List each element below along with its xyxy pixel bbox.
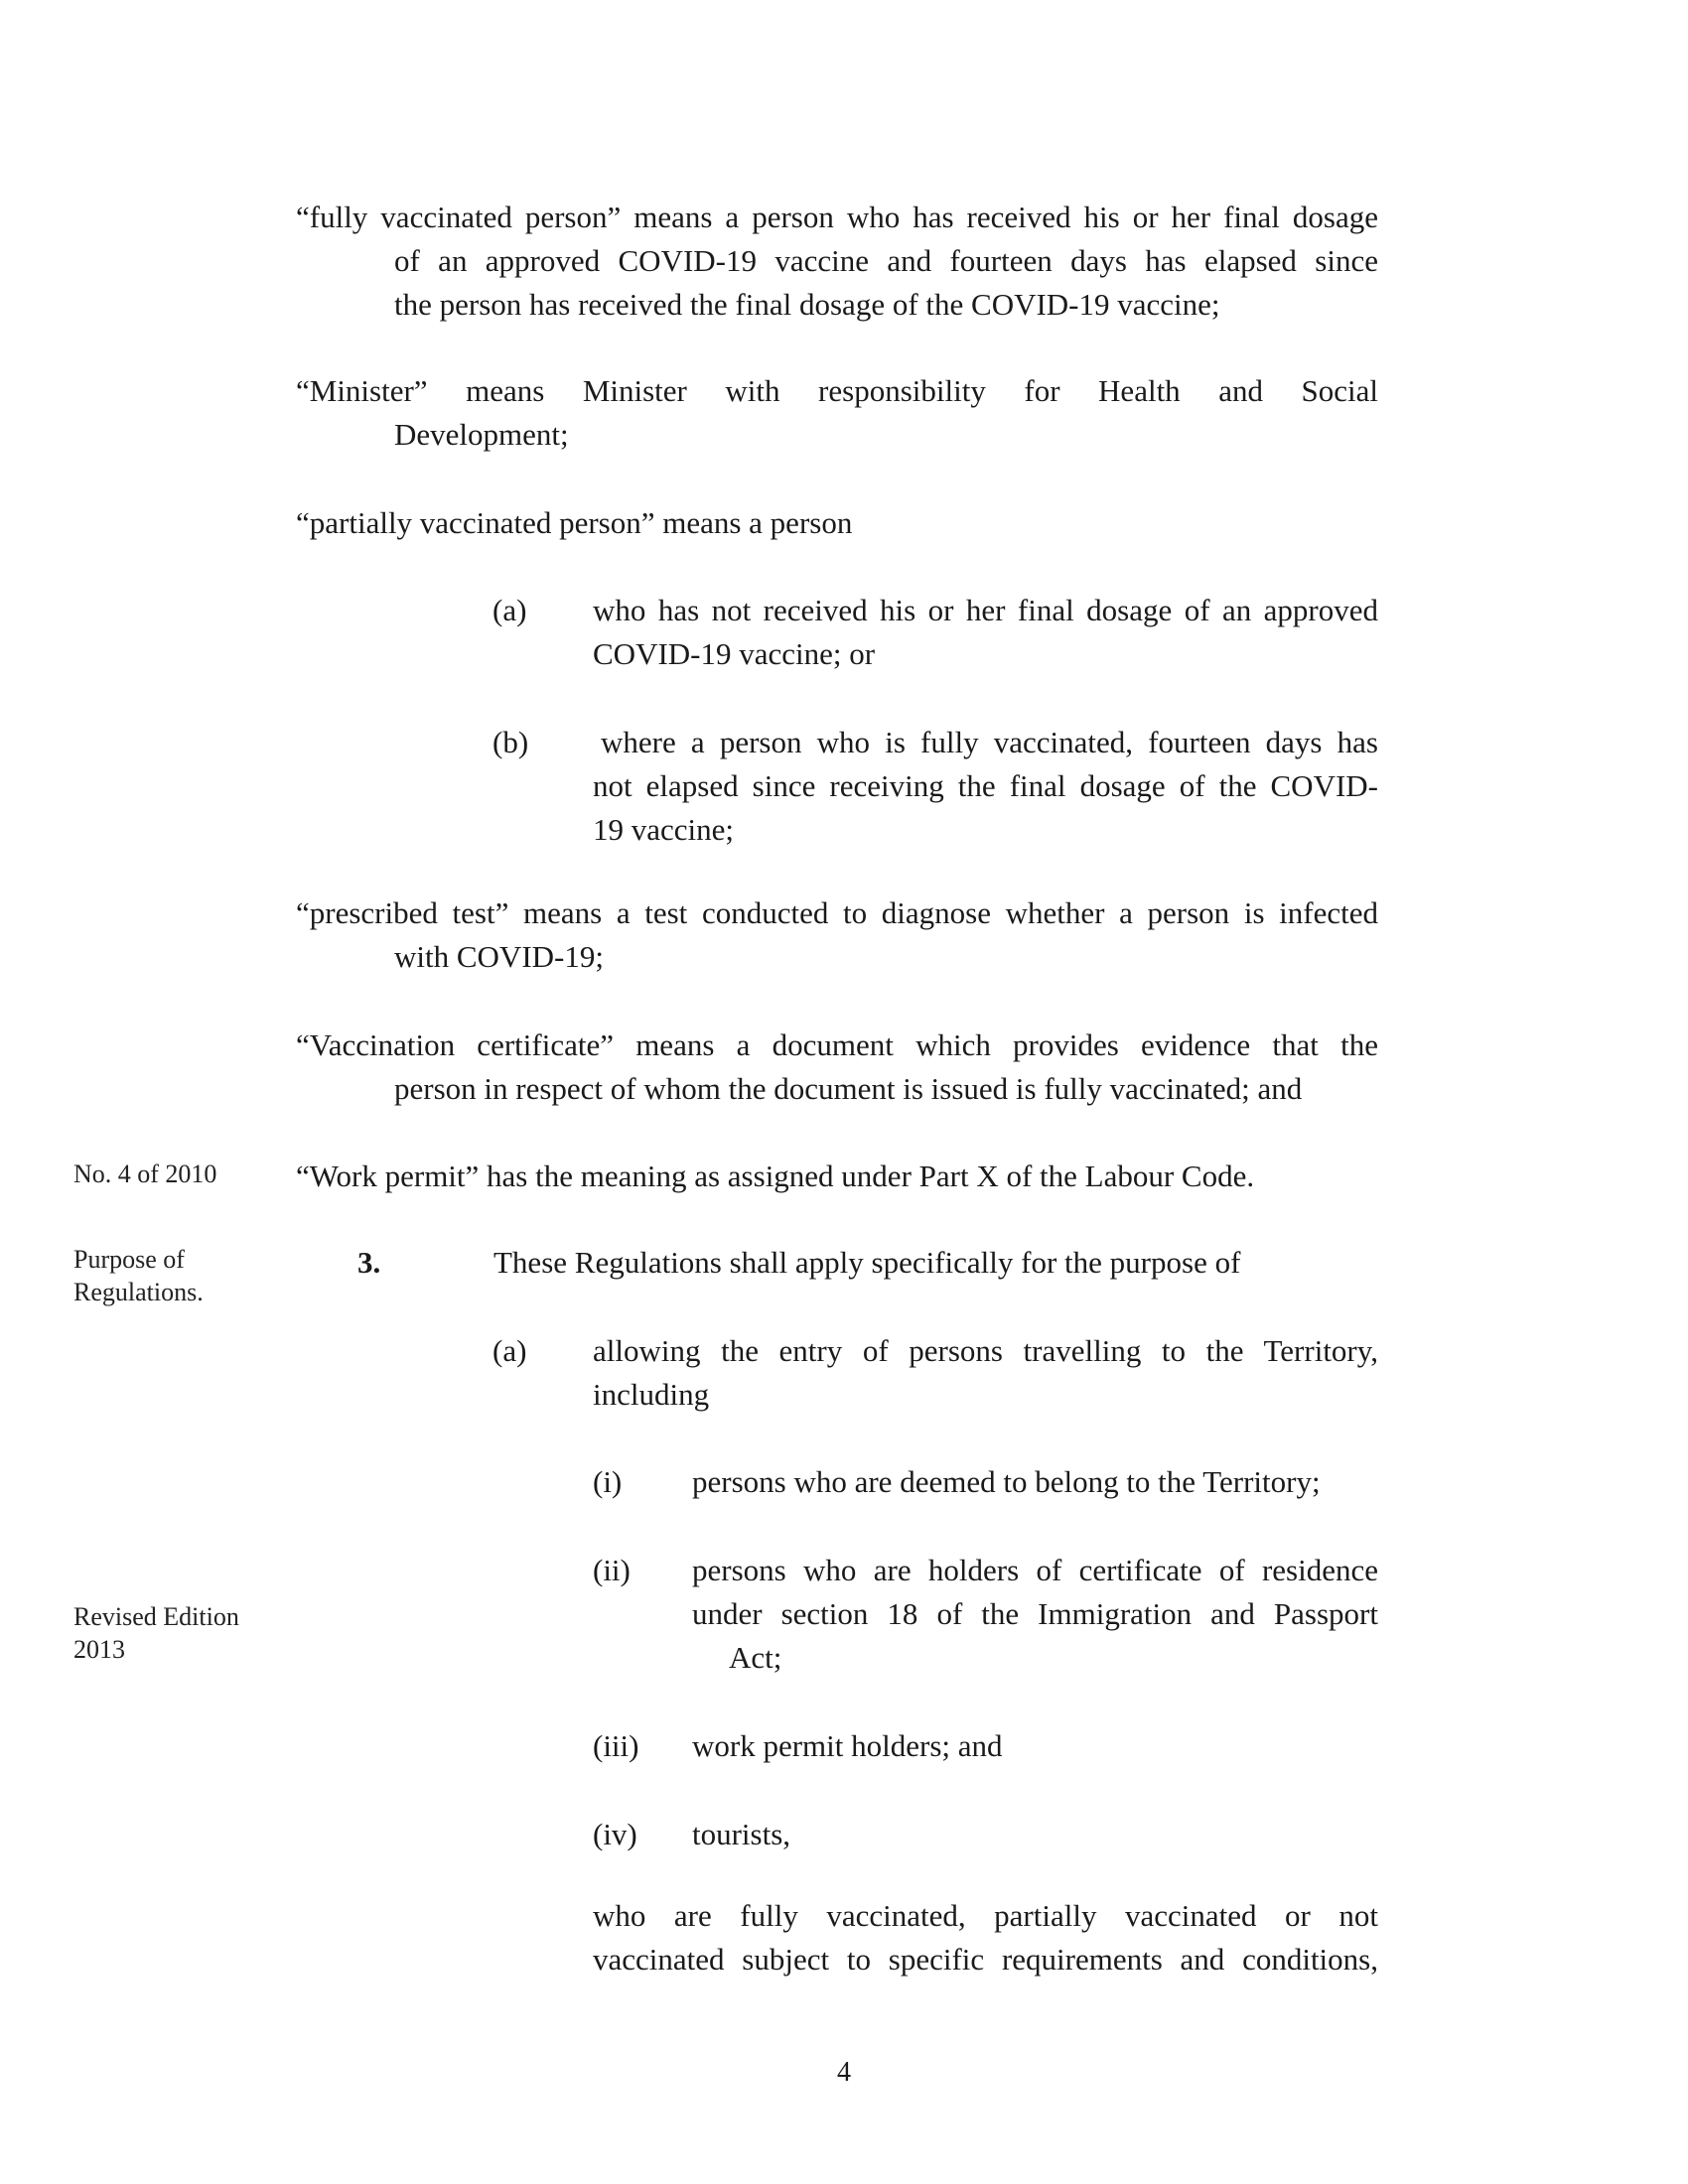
item-label: (a) (492, 1333, 527, 1368)
margin-note-revised: Revised Edition (73, 1602, 239, 1631)
margin-note-no4: No. 4 of 2010 (73, 1160, 217, 1188)
text-line: Act; (729, 1640, 782, 1675)
margin-note-purpose: Purpose of (73, 1245, 185, 1274)
item-label: (a) (492, 593, 527, 627)
text-line: “Vaccination certificate” means a document which provides evidence that the (296, 1027, 1378, 1062)
section-number: 3. (357, 1245, 381, 1280)
definition-work-permit: “Work permit” has the meaning as assigned under Part X of the Labour Code. (296, 1159, 1255, 1193)
text-line: persons who are deemed to belong to the Territory; (692, 1464, 1321, 1499)
text-line: tourists, (692, 1817, 791, 1851)
text-line: under section 18 of the Immigration and Passport (692, 1596, 1378, 1631)
text-line: COVID-19 vaccine; or (593, 636, 876, 671)
margin-note-purpose-2: Regulations. (73, 1278, 204, 1306)
text-line: “partially vaccinated person” means a person (296, 505, 853, 540)
text-line: where a person who is fully vaccinated, fourteen days has (601, 725, 1378, 759)
text-line: work permit holders; and (692, 1728, 1003, 1763)
text-line: not elapsed since receiving the final dosage of the COVID- (593, 768, 1378, 803)
text-line: who are fully vaccinated, partially vaccinated or not (593, 1898, 1378, 1933)
text-line: Development; (394, 417, 569, 452)
text-line: vaccinated subject to specific requirements and conditions, (593, 1942, 1378, 1977)
subitem-label: (ii) (593, 1553, 631, 1587)
text-line: “fully vaccinated person” means a person who has received his or her final dosage (296, 200, 1378, 234)
text-line: who has not received his or her final dosage of an approved (593, 593, 1378, 627)
text-line: persons who are holders of certificate of residence (692, 1553, 1378, 1587)
text-line: with COVID-19; (394, 939, 604, 974)
text-line: 19 vaccine; (593, 812, 735, 847)
page-number: 4 (837, 2057, 851, 2088)
section-intro: These Regulations shall apply specifically for the purpose of (493, 1245, 1241, 1280)
item-label: (b) (492, 725, 529, 759)
subitem-label: (iii) (593, 1728, 639, 1763)
text-line: “prescribed test” means a test conducted to diagnose whether a person is infected (296, 895, 1378, 930)
text-line: the person has received the final dosage of the COVID-19 vaccine; (394, 287, 1220, 322)
text-line: allowing the entry of persons travelling to the Territory, (593, 1333, 1378, 1368)
text-line: of an approved COVID-19 vaccine and fourteen days has elapsed since (394, 243, 1378, 278)
text-line: person in respect of whom the document is issued is fully vaccinated; and (394, 1071, 1303, 1106)
margin-note-revised-2: 2013 (73, 1635, 125, 1664)
text-line: including (593, 1377, 710, 1412)
text-line: “Minister” means Minister with responsibility for Health and Social (296, 373, 1378, 408)
subitem-label: (iv) (593, 1817, 637, 1851)
subitem-label: (i) (593, 1464, 623, 1499)
